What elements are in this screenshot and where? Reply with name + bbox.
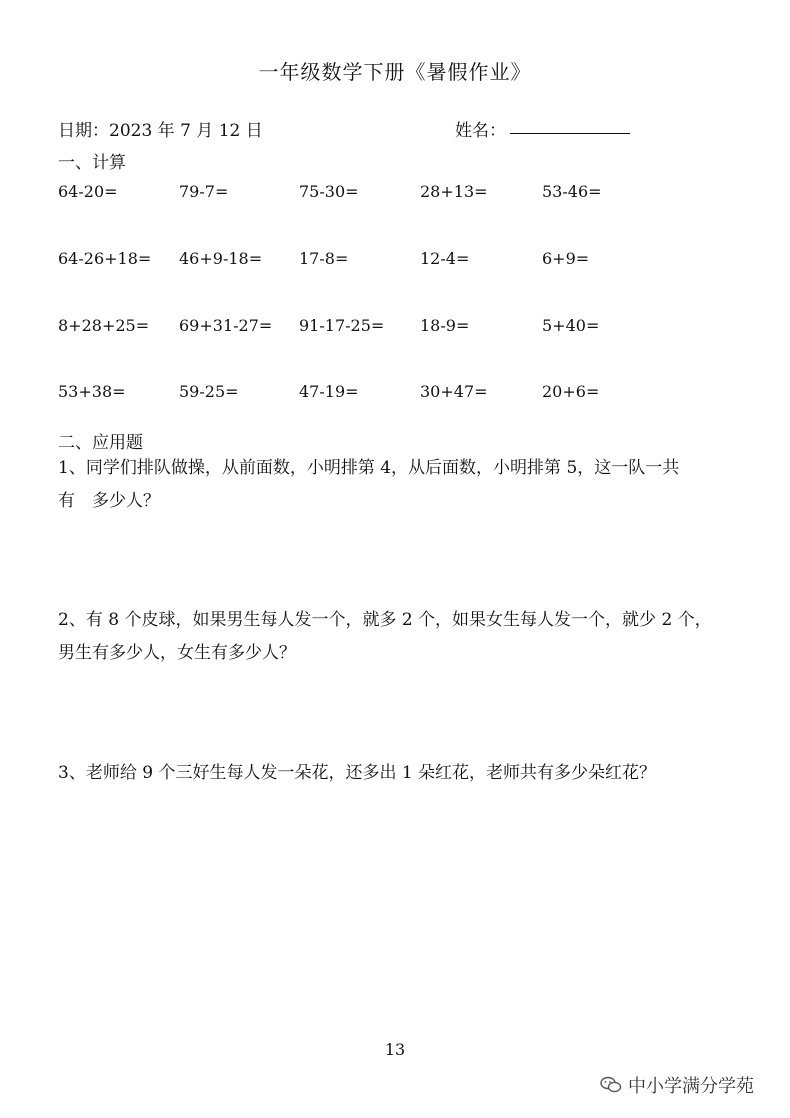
problem-line: 1、同学们排队做操，从前面数，小明排第 4，从后面数，小明排第 5，这一队一共 — [58, 458, 680, 478]
calc-item: 64-20= — [58, 182, 118, 201]
calc-item: 79-7= — [179, 182, 229, 201]
calc-item: 18-9= — [420, 316, 470, 335]
calc-item: 8+28+25= — [58, 316, 150, 335]
calc-item: 30+47= — [420, 382, 488, 401]
calc-item: 75-30= — [299, 182, 359, 201]
name-label: 姓名： — [455, 121, 506, 141]
calc-item: 20+6= — [542, 382, 600, 401]
problem-line: 2、有 8 个皮球，如果男生每人发一个，就多 2 个，如果女生每人发一个，就少 2 个， — [58, 610, 712, 630]
page-title: 一年级数学下册《暑假作业》 — [258, 60, 532, 84]
section-heading-word-problems: 二、应用题 — [58, 433, 143, 453]
page-number: 13 — [384, 1040, 406, 1059]
problem-line: 3、老师给 9 个三好生每人发一朵花，还多出 1 朵红花，老师共有多少朵红花？ — [58, 763, 657, 783]
date-label: 日期：2023 年 7 月 12 日 — [58, 121, 263, 141]
problem-line: 男生有多少人，女生有多少人？ — [58, 643, 296, 663]
calc-item: 47-19= — [299, 382, 359, 401]
section-heading-calculation: 一、计算 — [58, 153, 126, 173]
calc-item: 12-4= — [420, 249, 470, 268]
calc-item: 69+31-27= — [179, 316, 273, 335]
calc-item: 28+13= — [420, 182, 488, 201]
calc-item: 53-46= — [542, 182, 602, 201]
wechat-icon — [600, 1076, 622, 1094]
watermark-text: 中小学满分学苑 — [628, 1076, 754, 1097]
calc-item: 5+40= — [542, 316, 600, 335]
name-blank-line — [510, 133, 630, 134]
calc-item: 53+38= — [58, 382, 126, 401]
calc-item: 6+9= — [542, 249, 590, 268]
word-problem — [58, 452, 738, 518]
word-problem — [58, 604, 738, 670]
watermark — [600, 1072, 754, 1098]
word-problem — [58, 757, 738, 790]
calc-item: 91-17-25= — [299, 316, 385, 335]
calc-item: 46+9-18= — [179, 249, 263, 268]
problem-line: 有 多少人？ — [58, 491, 160, 511]
calc-item: 59-25= — [179, 382, 239, 401]
calc-item: 64-26+18= — [58, 249, 152, 268]
calc-item: 17-8= — [299, 249, 349, 268]
